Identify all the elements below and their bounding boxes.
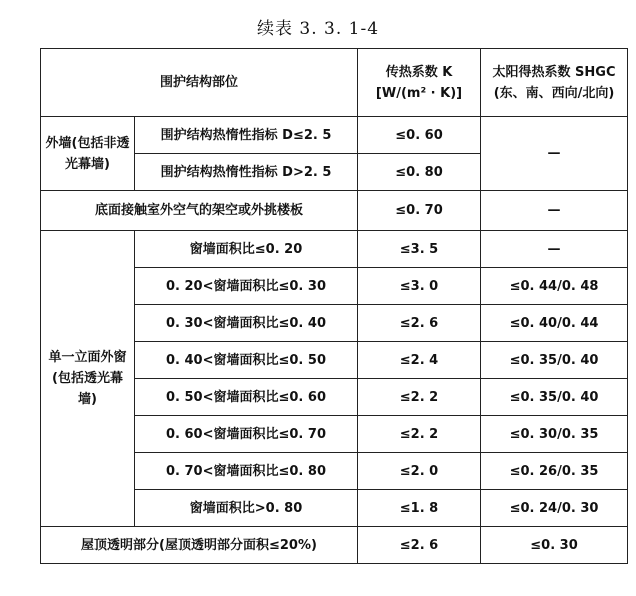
header-part: 围护结构部位 [41,49,358,117]
header-k-line2: [W/(m² · K)] [375,85,463,101]
window-k-value: ≤2. 0 [358,453,481,490]
table-row [41,191,628,231]
window-group-label: 单一立面外窗(包括透光幕墙) [41,231,135,527]
floor-shgc-value: — [481,191,628,231]
window-k-value: ≤2. 4 [358,342,481,379]
header-row [41,49,628,117]
table-caption: 续表 3. 3. 1-4 [256,19,380,39]
window-shgc-value: ≤0. 30/0. 35 [481,416,628,453]
window-condition: 窗墙面积比>0. 80 [135,490,358,527]
window-shgc-value: ≤0. 40/0. 44 [481,305,628,342]
roof-k-value: ≤2. 6 [358,527,481,564]
header-k-line1: 传热系数 K [385,64,453,80]
wall-group-label: 外墙(包括非透光幕墙) [41,117,135,191]
thermal-performance-table [40,48,628,564]
wall-k-value: ≤0. 60 [358,117,481,154]
window-k-value: ≤1. 8 [358,490,481,527]
window-k-value: ≤2. 2 [358,416,481,453]
header-shgc-line1: 太阳得热系数 SHGC [492,64,616,80]
table-row [41,527,628,564]
table-row [41,117,628,154]
window-shgc-value: ≤0. 35/0. 40 [481,379,628,416]
window-k-value: ≤3. 5 [358,231,481,268]
window-shgc-value: ≤0. 26/0. 35 [481,453,628,490]
window-condition: 0. 30<窗墙面积比≤0. 40 [135,305,358,342]
window-condition: 0. 20<窗墙面积比≤0. 30 [135,268,358,305]
window-shgc-value: ≤0. 44/0. 48 [481,268,628,305]
window-k-value: ≤2. 2 [358,379,481,416]
wall-shgc-value: — [481,117,628,191]
window-condition: 0. 40<窗墙面积比≤0. 50 [135,342,358,379]
window-condition: 0. 60<窗墙面积比≤0. 70 [135,416,358,453]
window-condition: 0. 50<窗墙面积比≤0. 60 [135,379,358,416]
wall-condition: 围护结构热惰性指标 D≤2. 5 [135,117,358,154]
window-shgc-value: — [481,231,628,268]
floor-k-value: ≤0. 70 [358,191,481,231]
window-shgc-value: ≤0. 35/0. 40 [481,342,628,379]
window-shgc-value: ≤0. 24/0. 30 [481,490,628,527]
window-condition: 0. 70<窗墙面积比≤0. 80 [135,453,358,490]
window-k-value: ≤2. 6 [358,305,481,342]
header-shgc-line2: (东、南、西向/北向) [493,85,615,101]
roof-shgc-value: ≤0. 30 [481,527,628,564]
roof-label: 屋顶透明部分(屋顶透明部分面积≤20%) [41,527,358,564]
wall-condition: 围护结构热惰性指标 D>2. 5 [135,154,358,191]
floor-label: 底面接触室外空气的架空或外挑楼板 [41,191,358,231]
wall-k-value: ≤0. 80 [358,154,481,191]
window-condition: 窗墙面积比≤0. 20 [135,231,358,268]
table-row [41,231,628,268]
header-shgc [481,49,628,117]
window-k-value: ≤3. 0 [358,268,481,305]
header-k [358,49,481,117]
